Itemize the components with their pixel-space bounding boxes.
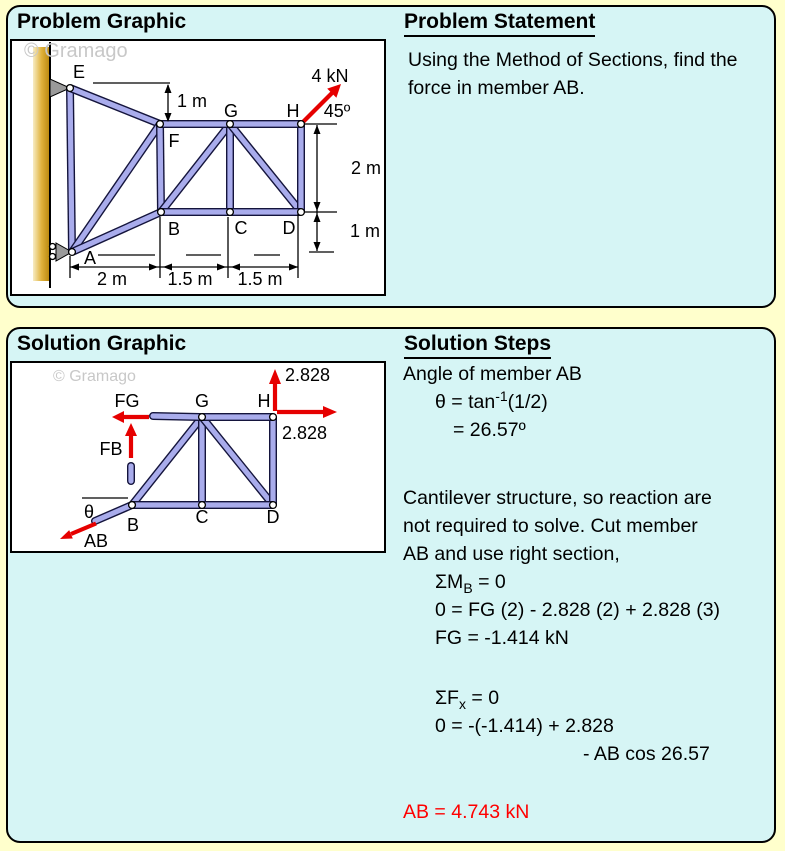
problem-graphic-heading: Problem Graphic	[17, 10, 187, 33]
solution-graphic-heading: Solution Graphic	[17, 332, 187, 355]
joint-label-d: D	[266, 507, 280, 527]
member-force-label-fg: FG	[114, 391, 140, 411]
moment-eq-pre: ΣM	[435, 571, 464, 593]
steps-line-theta	[403, 388, 781, 416]
solution-fbd-diagram	[12, 363, 384, 551]
joint-label-g: G	[223, 101, 239, 121]
theta-label: θ	[83, 502, 95, 522]
dim-label-2m-bottom: 2 m	[96, 269, 128, 289]
moment-eq-post: = 0	[472, 571, 506, 593]
force-arrow-h-right	[277, 406, 337, 418]
angle-label: 45º	[323, 101, 351, 121]
watermark: © Gramago	[24, 41, 128, 62]
dim-label-1m-top: 1 m	[177, 91, 208, 111]
solution-steps-heading: Solution Steps	[404, 333, 551, 359]
dim-label-2m-right: 2 m	[351, 158, 382, 178]
force-arrow-fg	[112, 411, 149, 423]
joint-label-c: C	[234, 218, 248, 238]
force-value-up: 2.828	[285, 365, 331, 385]
force-arrow-fb	[125, 423, 137, 458]
steps-line-fx	[403, 684, 781, 712]
fx-eq-pre: ΣF	[435, 687, 459, 709]
steps-line-moment	[403, 568, 781, 596]
member-force-label-ab: AB	[83, 531, 109, 551]
steps-line-angle-intro: Angle of member AB	[403, 363, 582, 385]
steps-result: AB = 4.743 kN	[403, 801, 530, 823]
joint-label-h: H	[257, 391, 271, 411]
problem-statement-line-1: Using the Method of Sections, find the	[408, 49, 738, 71]
steps-paragraph-line-3: AB and use right section,	[403, 543, 620, 565]
solution-diagram-panel	[10, 361, 386, 553]
theta-eq-post: (1/2)	[507, 391, 548, 413]
steps-line-fx-eq2: - AB cos 26.57	[583, 743, 710, 765]
problem-truss-diagram	[12, 41, 384, 294]
steps-paragraph-line-2: not required to solve. Cut member	[403, 515, 698, 537]
joint-label-h: H	[286, 101, 300, 121]
watermark: © Gramago	[53, 368, 136, 385]
joint-label-b: B	[126, 515, 140, 535]
truss-members	[70, 88, 301, 252]
joint-label-b: B	[167, 219, 181, 239]
problem-diagram-panel	[10, 39, 386, 296]
force-value-right: 2.828	[282, 423, 328, 443]
joint-label-c: C	[195, 507, 209, 527]
member-force-label-fb: FB	[99, 439, 123, 459]
theta-eq-pre: θ = tan	[435, 391, 496, 413]
steps-paragraph-line-1: Cantilever structure, so reaction are	[403, 487, 712, 509]
joint-label-e: E	[72, 62, 86, 82]
problem-statement-text	[408, 46, 780, 102]
problem-statement-heading: Problem Statement	[404, 11, 595, 37]
moment-eq-sub: B	[463, 580, 473, 596]
wall	[33, 42, 50, 288]
solution-steps-text	[403, 360, 781, 826]
steps-line-moment-eq: 0 = FG (2) - 2.828 (2) + 2.828 (3)	[435, 599, 721, 621]
fx-eq-post: = 0	[465, 687, 500, 709]
force-label: 4 kN	[311, 66, 349, 86]
joint-label-g: G	[194, 391, 210, 411]
dim-label-15m-bottom-1: 1.5 m	[167, 269, 213, 289]
dim-label-1m-right: 1 m	[350, 221, 381, 241]
fx-eq-sub: x	[458, 696, 466, 712]
section-members	[95, 416, 273, 521]
joint-label-a: A	[83, 248, 97, 268]
theta-eq-sup: -1	[495, 388, 508, 404]
joint-label-f: F	[168, 131, 180, 151]
steps-line-fg-result: FG = -1.414 kN	[435, 627, 569, 649]
steps-line-theta-result: = 26.57º	[453, 419, 526, 441]
joint-label-d: D	[282, 218, 296, 238]
problem-statement-line-2: force in member AB.	[408, 77, 585, 99]
force-arrow-h-up	[269, 369, 281, 411]
dim-label-15m-bottom-2: 1.5 m	[237, 269, 283, 289]
steps-line-fx-eq: 0 = -(-1.414) + 2.828	[435, 715, 614, 737]
